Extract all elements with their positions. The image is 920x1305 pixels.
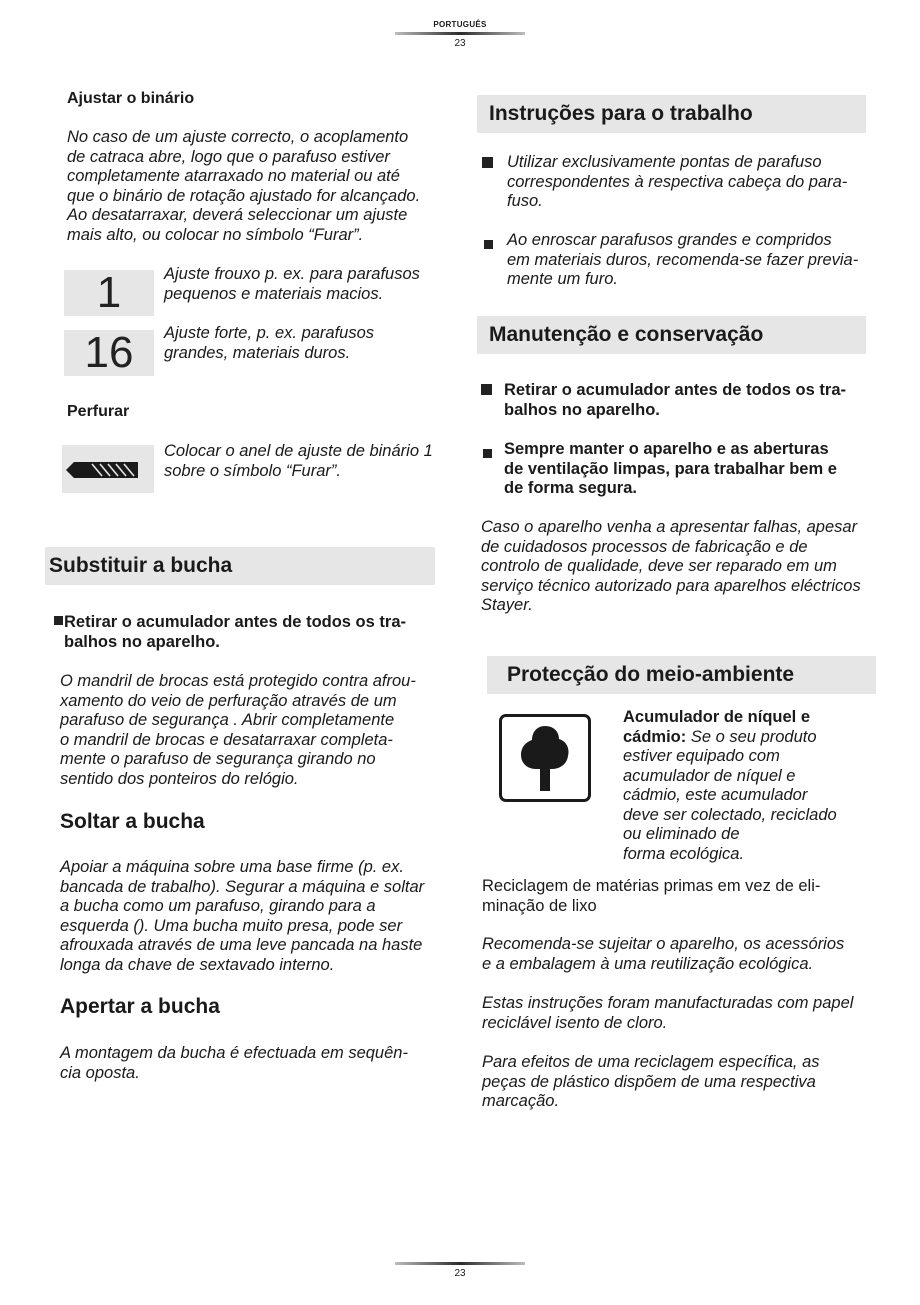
text-line: Ao desatarraxar, deverá seleccionar um ajuste [67,206,408,224]
text-line: o mandril de brocas e desatarraxar completa- [60,730,393,749]
torque-setting-1-text [164,265,420,304]
maintenance-text [481,518,901,616]
text-line: peças de plástico dispõem de uma respectiva [482,1072,816,1091]
text-line: de cuidadosos processos de fabricação e de [481,537,808,556]
text-line: Retirar o acumulador antes de todos os tra- [64,613,406,631]
reuse-text [482,935,844,974]
text-line: Utilizar exclusivamente pontas de parafuso [507,153,822,171]
maintenance-item-1 [504,381,846,420]
loosen-chuck-text [60,858,455,975]
text-bold: cádmio: [623,727,687,746]
header-rule [395,32,525,35]
drill-symbol-icon [62,445,154,493]
text-line: Sempre manter o aparelho e as aberturas [504,440,829,458]
text-line: correspondentes à respectiva cabeça do para- [507,172,848,191]
text-line: que o binário de rotação ajustado for alcançado. [67,186,421,205]
text-line: fuso. [507,192,543,210]
text-line: mente o parafuso de segurança girando no [60,750,376,768]
battery-disposal-icon [499,714,591,802]
text-line: pequenos e materiais macios. [164,284,384,303]
text-line: Para efeitos de uma reciclagem específica, as [482,1053,820,1071]
text-line: de ventilação limpas, para trabalhar bem e [504,459,837,478]
text-line: deve ser colectado, reciclado [623,805,837,824]
plastic-text [482,1053,820,1112]
text-line: Acumulador de níquel e [623,708,811,726]
text-line: Estas instruções foram manufacturadas com papel [482,994,854,1012]
text-line: esquerda (). Uma bucha muito presa, pode ser [60,916,403,935]
text-line: cia oposta. [60,1063,140,1082]
text-line: controlo de qualidade, deve ser reparado em um [481,557,837,575]
paper-text [482,994,853,1033]
text-line: xamento do veio de perfuração através de um [60,691,397,710]
text-line: parafuso de segurança . Abrir completamente [60,711,395,729]
torque-setting-16-text [164,324,374,363]
loosen-chuck-title: Soltar a bucha [60,810,205,833]
text-line: marcação. [482,1092,560,1110]
text-line: mais alto, ou colocar no símbolo “Furar”. [67,225,364,244]
text-italic: Se o seu produto [686,727,817,746]
text-line: sobre o símbolo “Furar”. [164,461,341,480]
text-line: mente um furo. [507,270,618,288]
text-line: bancada de trabalho). Segurar a máquina e soltar [60,877,425,896]
text-line: Recomenda-se sujeitar o aparelho, os acessórios [482,935,845,953]
environment-title: Protecção do meio-ambiente [487,656,876,694]
torque-title: Ajustar o binário [67,90,195,107]
torque-text [67,128,457,245]
work-instructions-title: Instruções para o trabalho [477,95,866,133]
text-line: Apoiar a máquina sobre uma base firme (p. ex. [60,858,404,876]
text-line: Reciclagem de matérias primas em vez de eli- [482,877,821,895]
text-line: Caso o aparelho venha a apresentar falhas, apesar [481,518,858,536]
text-line: e a embalagem à uma reutilização ecológica. [482,954,814,973]
replace-chuck-title: Substituir a bucha [45,547,435,585]
text-line: Ajuste frouxo p. ex. para parafusos [164,265,420,283]
footer-rule [395,1262,525,1265]
text-line: completamente atarraxado no material ou até [67,167,400,185]
text-line: de catraca abre, logo que o parafuso estiver [67,147,390,166]
text-line: O mandril de brocas está protegido contra afrou- [60,672,416,690]
header-language: PORTUGUÊS [433,20,487,29]
replace-chuck-warning [64,613,406,652]
replace-chuck-text [60,672,450,789]
bullet-icon [483,449,492,458]
text-line [623,728,837,748]
torque-setting-16-box: 16 [64,330,154,376]
torque-setting-1-box: 1 [64,270,154,316]
footer-page-number: 23 [454,1268,466,1279]
text-line: Ao enroscar parafusos grandes e compridos [507,231,832,249]
text-line: Colocar o anel de ajuste de binário 1 [164,442,433,460]
bullet-icon [484,240,493,249]
work-item-1 [507,153,847,212]
text-line: em materiais duros, recomenda-se fazer previa- [507,250,859,269]
text-line: forma ecológica. [623,844,745,863]
text-line: de forma segura. [504,479,637,497]
text-line: sentido dos ponteiros do relógio. [60,769,299,788]
text-line: reciclável isento de cloro. [482,1013,668,1032]
work-item-2 [507,231,858,290]
text-line: acumulador de níquel e [623,766,796,785]
bullet-icon [481,384,492,395]
text-line: serviço técnico autorizado para aparelhos eléctricos [481,576,861,595]
text-line: ou eliminado de [623,825,740,843]
battery-disposal-text [623,708,837,864]
text-line: a bucha como um parafuso, girando para a [60,897,376,915]
text-line: estiver equipado com [623,747,780,765]
text-line: grandes, materiais duros. [164,343,351,362]
text-line: A montagem da bucha é efectuada em sequên- [60,1044,408,1062]
text-line: Retirar o acumulador antes de todos os tra- [504,381,846,399]
text-line: Stayer. [481,596,533,614]
text-line: balhos no aparelho. [64,632,220,651]
maintenance-item-2 [504,440,837,499]
text-line: longa da chave de sextavado interno. [60,955,335,974]
text-line: Ajuste forte, p. ex. parafusos [164,324,375,342]
bullet-icon [54,616,63,625]
text-line: cádmio, este acumulador [623,786,808,804]
maintenance-title: Manutenção e conservação [477,316,866,354]
drill-text [164,442,433,481]
tighten-chuck-title: Apertar a bucha [60,995,220,1018]
bullet-icon [482,157,493,168]
recycle-text [482,877,820,916]
text-line: afrouxada através de uma leve pancada na haste [60,936,423,954]
drill-title: Perfurar [67,403,130,420]
text-line: minação de lixo [482,896,597,915]
text-line: balhos no aparelho. [504,400,660,419]
header-page-number: 23 [454,38,466,49]
text-line: No caso de um ajuste correcto, o acoplamento [67,128,409,146]
tighten-chuck-text [60,1044,408,1083]
